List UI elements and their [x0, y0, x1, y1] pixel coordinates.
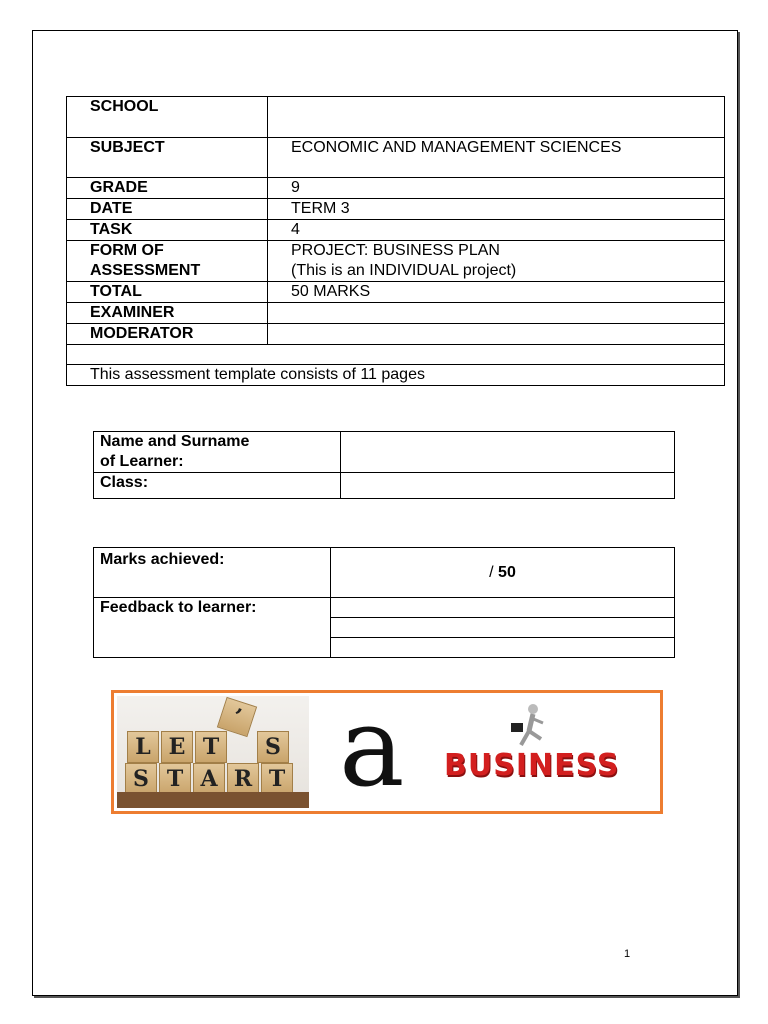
moderator-label: MODERATOR: [67, 324, 268, 345]
learner-details-table: [93, 431, 675, 499]
marks-table: [93, 547, 675, 658]
block-a: A: [193, 763, 225, 795]
lets-start-a-business-banner: [111, 690, 663, 814]
learner-name-label-line1: Name and Surname: [100, 433, 250, 450]
subject-value: ECONOMIC AND MANAGEMENT SCIENCES: [268, 138, 725, 178]
block-t: T: [195, 731, 227, 763]
school-label: SCHOOL: [67, 97, 268, 138]
learner-name-label: [94, 432, 341, 473]
grade-label: GRADE: [67, 178, 268, 199]
block-apostrophe: ’: [217, 697, 257, 737]
wooden-blocks-image: [117, 696, 309, 808]
feedback-line-1[interactable]: [331, 598, 675, 618]
business-person-icon: [509, 703, 549, 748]
form-value-line1: PROJECT: BUSINESS PLAN: [291, 242, 500, 259]
date-label: DATE: [67, 199, 268, 220]
total-label: TOTAL: [67, 282, 268, 303]
marks-achieved-value[interactable]: [331, 548, 675, 598]
class-label: Class:: [94, 473, 341, 499]
examiner-value: [268, 303, 725, 324]
block-e: E: [161, 731, 193, 763]
marks-total: 50: [498, 563, 516, 581]
task-value: 4: [268, 220, 725, 241]
form-value-line2: (This is an INDIVIDUAL project): [291, 262, 517, 279]
pages-note: This assessment template consists of 11 pages: [67, 365, 725, 386]
block-s2: S: [125, 763, 157, 795]
block-s: S: [257, 731, 289, 763]
class-field[interactable]: [341, 473, 675, 499]
form-of-assessment-label: [67, 241, 268, 282]
letter-a: a: [339, 690, 405, 811]
school-value: [268, 97, 725, 138]
block-t3: T: [261, 763, 293, 795]
block-t2: T: [159, 763, 191, 795]
wooden-table: [117, 792, 309, 808]
page-number: 1: [624, 948, 631, 960]
feedback-label: Feedback to learner:: [94, 598, 331, 658]
marks-slash: /: [489, 563, 494, 581]
date-value: TERM 3: [268, 199, 725, 220]
learner-name-field[interactable]: [341, 432, 675, 473]
examiner-label: EXAMINER: [67, 303, 268, 324]
marks-achieved-label: Marks achieved:: [94, 548, 331, 598]
subject-label: SUBJECT: [67, 138, 268, 178]
form-of-assessment-value: [268, 241, 725, 282]
task-label: TASK: [67, 220, 268, 241]
total-value: 50 MARKS: [268, 282, 725, 303]
assessment-info-table: [66, 96, 725, 386]
learner-name-label-line2: of Learner:: [100, 453, 184, 470]
business-word: BUSINESS: [444, 748, 620, 783]
feedback-line-3[interactable]: [331, 638, 675, 658]
blank-row: [67, 345, 725, 365]
block-r: R: [227, 763, 259, 795]
block-l: L: [127, 731, 159, 763]
grade-value: 9: [268, 178, 725, 199]
feedback-line-2[interactable]: [331, 618, 675, 638]
form-label-line1: FORM OF: [90, 242, 164, 259]
form-label-line2: ASSESSMENT: [90, 262, 201, 279]
moderator-value: [268, 324, 725, 345]
